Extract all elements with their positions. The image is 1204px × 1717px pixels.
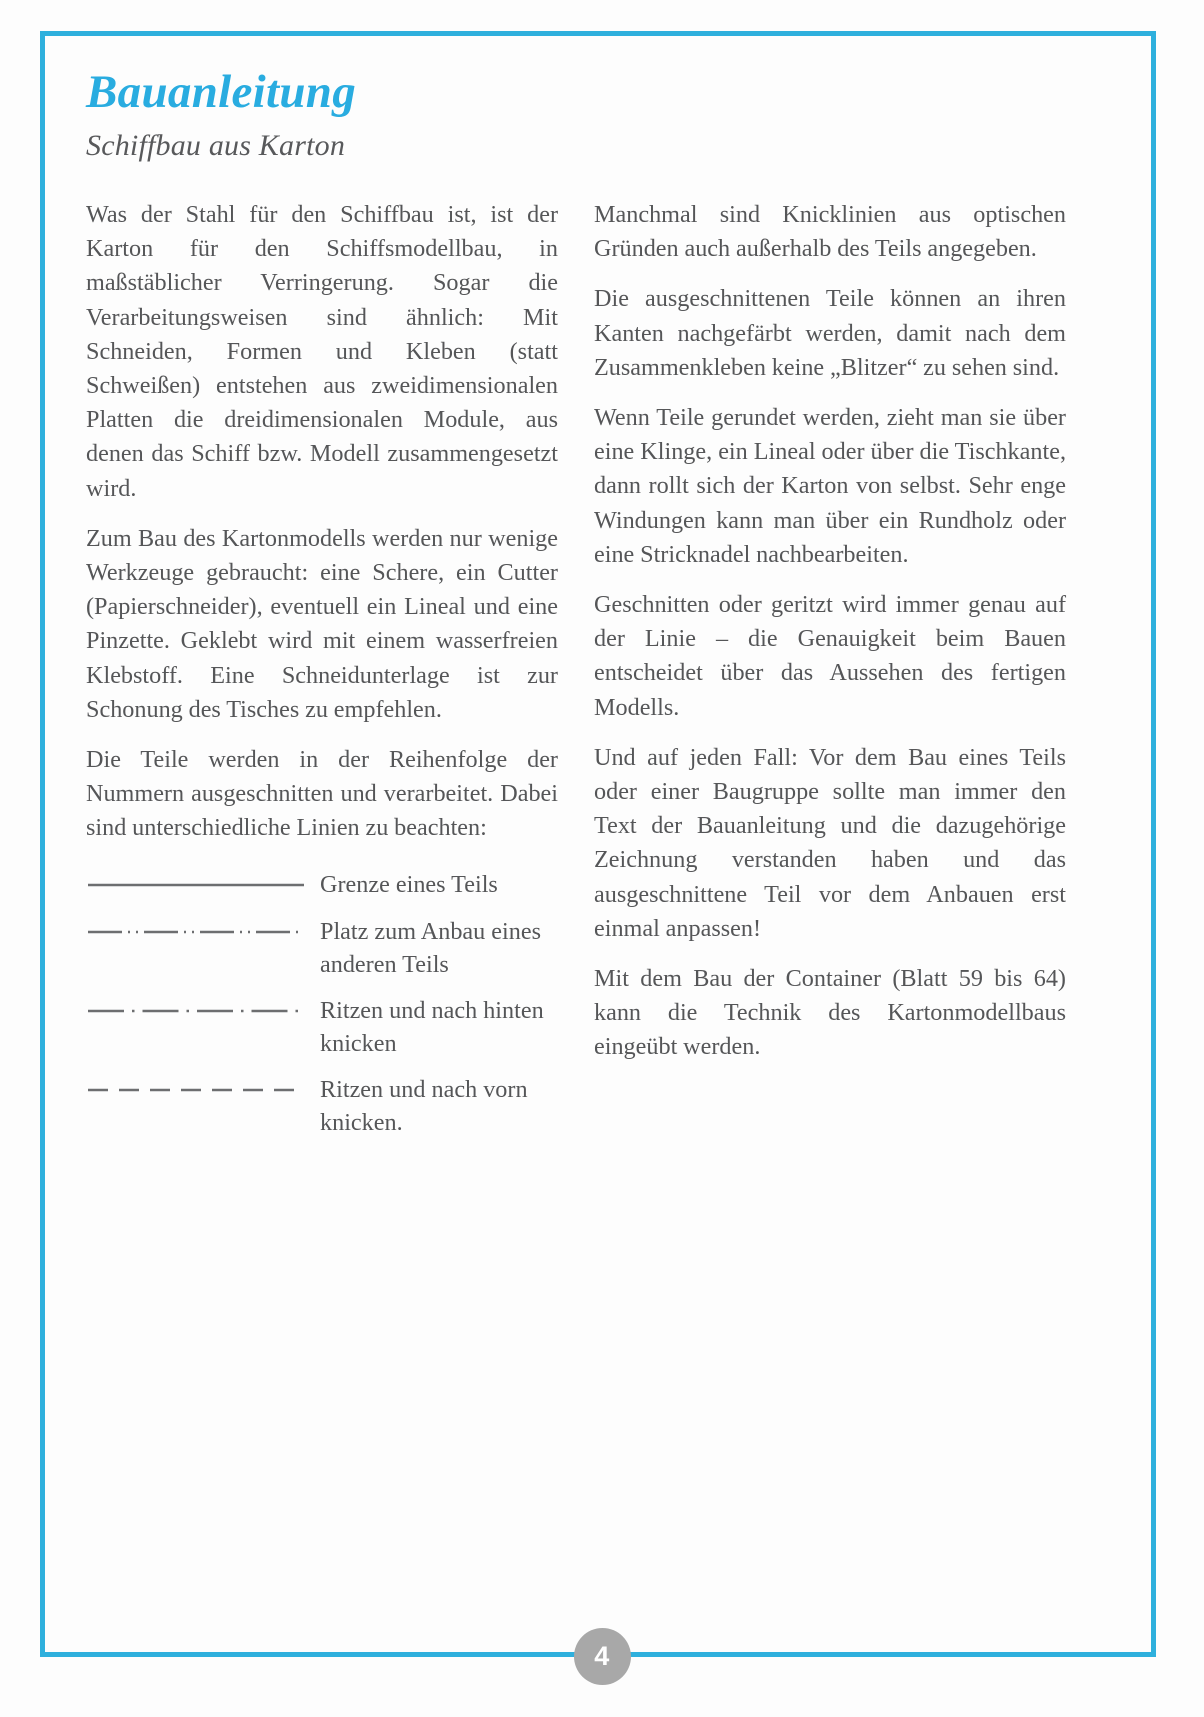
paragraph: Geschnitten oder geritzt wird immer genau auf der Linie – die Genauigkeit beim Bauen entscheidet über das Aussehen des fertigen Modells. bbox=[594, 591, 1066, 721]
legend-item bbox=[86, 1073, 558, 1139]
line-sample-solid bbox=[86, 868, 306, 902]
page-header bbox=[86, 68, 1046, 164]
right-column bbox=[594, 198, 1066, 1152]
page-number: 4 bbox=[574, 1628, 631, 1685]
paragraph: Mit dem Bau der Container (Blatt 59 bis 64) kann die Technik des Kartonmodellbaus eingeübt werden. bbox=[594, 965, 1066, 1061]
paragraph: Zum Bau des Kartonmodells werden nur wenige Werkzeuge gebraucht: eine Schere, ein Cutter (Papierschneider), eventuell ein Lineal und eine Pinzette. Geklebt wird mit einem wasserfreien Klebstoff. Eine Schneidunterlage ist zur Schonung des Tisches zu empfehlen. bbox=[86, 524, 558, 723]
page-subtitle: Schiffbau aus Karton bbox=[86, 128, 346, 162]
page-number-badge bbox=[0, 1628, 1204, 1685]
line-style-legend bbox=[86, 868, 558, 1139]
line-sample-dash-dot-dot bbox=[86, 915, 306, 949]
legend-label: Grenze eines Teils bbox=[320, 870, 498, 898]
legend-label: Ritzen und nach vorn knicken. bbox=[320, 1075, 528, 1136]
legend-label: Ritzen und nach hinten knicken bbox=[320, 996, 544, 1057]
legend-label: Platz zum Anbau eines anderen Teils bbox=[320, 917, 541, 978]
paragraph: Was der Stahl für den Schiffbau ist, ist der Karton für den Schiffsmodellbau, in maßstäblicher Verringerung. Sogar die Verarbeitungsweisen sind ähnlich: Mit Schneiden, Formen und Kleben (statt Schweißen) entstehen aus zweidimensionalen Platten die dreidimensionalen Module, aus denen das Schiff bzw. Modell zusammengesetzt wird. bbox=[86, 201, 558, 502]
left-column bbox=[86, 198, 558, 1152]
line-sample-dashed bbox=[86, 1073, 306, 1107]
paragraph: Und auf jeden Fall: Vor dem Bau eines Teils oder einer Baugruppe sollte man immer den Text der Bauanleitung und die dazugehörige Zeichnung verstanden haben und das ausgeschnittene Teil vor dem Anbauen erst einmal anpassen! bbox=[594, 743, 1066, 942]
legend-item bbox=[86, 868, 558, 902]
legend-item bbox=[86, 915, 558, 981]
paragraph: Manchmal sind Knicklinien aus optischen Gründen auch außerhalb des Teils angegeben. bbox=[594, 201, 1066, 263]
paragraph: Die ausgeschnittenen Teile können an ihren Kanten nachgefärbt werden, damit nach dem Zusammenkleben keine „Blitzer“ zu sehen sind. bbox=[594, 285, 1066, 381]
line-sample-dash-dot bbox=[86, 994, 306, 1028]
body-columns bbox=[86, 198, 1071, 1152]
paragraph: Wenn Teile gerundet werden, zieht man sie über eine Klinge, ein Lineal oder über die Tischkante, dann rollt sich der Karton von selbst. Sehr enge Windungen kann man über ein Rundholz oder eine Stricknadel nachbearbeiten. bbox=[594, 404, 1066, 568]
page-title: Bauanleitung bbox=[86, 66, 357, 118]
paragraph: Die Teile werden in der Reihenfolge der Nummern ausgeschnitten und verarbeitet. Dabei sind unterschiedliche Linien zu beachten: bbox=[86, 746, 558, 842]
legend-item bbox=[86, 994, 558, 1060]
